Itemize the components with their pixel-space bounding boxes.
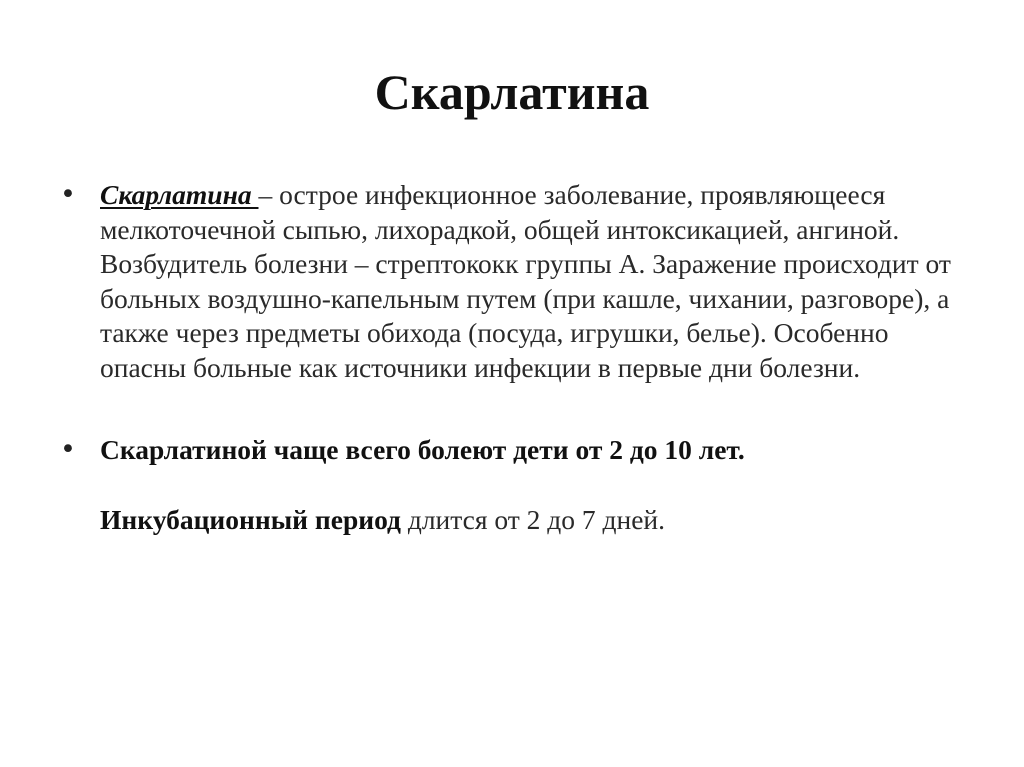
term-scarlatina: Скарлатина [100,179,259,210]
incubation-line [100,503,960,538]
definition-text: – острое инфекционное заболевание, проявляющееся мелкоточечной сыпью, лихорадкой, общей интоксикацией, ангиной. Возбудитель болезни – стрептококк группы А. Заражение происходит от больных воздушно-капельным путем (при кашле, чихании, разговоре), а также через предметы обихода (посуда, игрушки, белье). Особенно опасны больные как источники инфекции в первые дни болезни. [100,179,951,383]
bullet-dot-icon: • [60,179,76,210]
bullet-dot-icon: • [60,434,76,465]
bullet-definition [60,178,960,385]
incubation-text: длится от 2 до 7 дней. [400,503,666,535]
bullet-list [60,178,960,537]
bullet-age-incubation [60,433,960,537]
slide-title: Скарлатина [374,64,650,120]
incubation-label: Инкубационный период [100,503,401,535]
age-statement: Скарлатиной чаще всего болеют дети от 2 до 10 лет. [100,434,745,465]
